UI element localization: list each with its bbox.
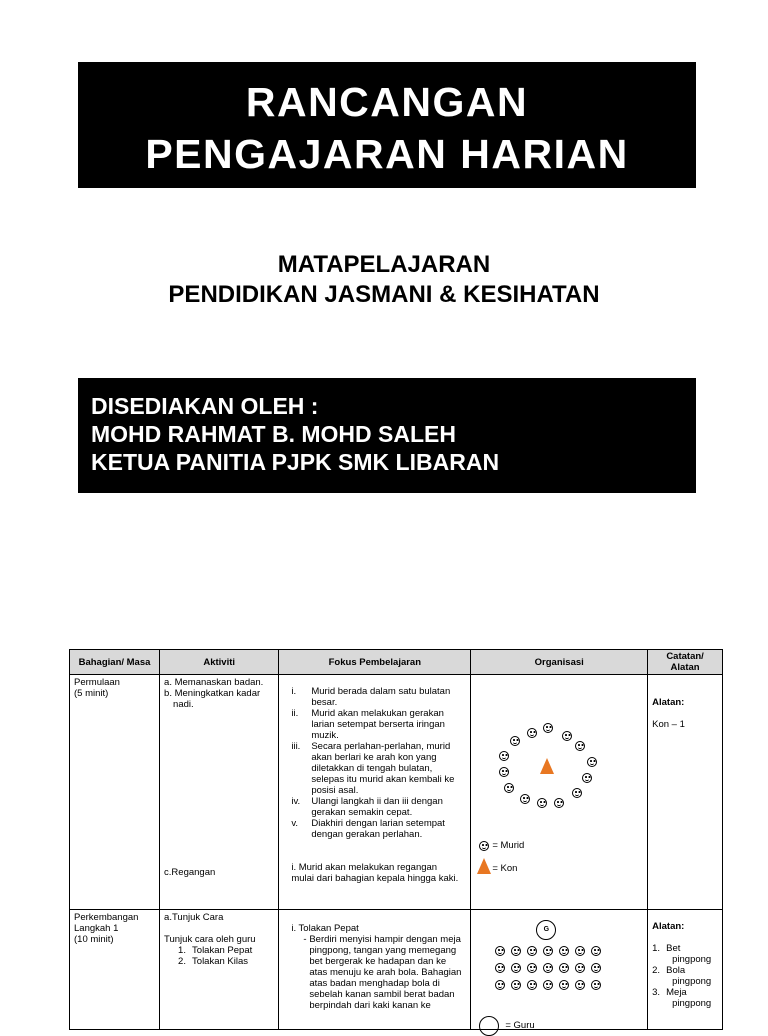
focus-stretch: i. Murid akan melakukan regangan mulai dari bahagian kepala hingga kaki. bbox=[291, 862, 459, 884]
title-line-1: RANCANGAN bbox=[245, 79, 529, 125]
student-icon bbox=[495, 980, 505, 990]
student-icon bbox=[527, 946, 537, 956]
student-icon bbox=[559, 963, 569, 973]
list-item: iv. Ulangi langkah ii dan iii dengan gerakan semakin cepat. bbox=[291, 796, 443, 818]
student-icon bbox=[527, 728, 537, 738]
section-step: Langkah 1 bbox=[74, 923, 119, 934]
list-item: 2. Tolakan Kilas bbox=[178, 956, 249, 967]
student-icon bbox=[559, 946, 569, 956]
student-icon bbox=[575, 980, 585, 990]
student-icon bbox=[499, 767, 509, 777]
focus-title: i. Tolakan Pepat bbox=[291, 923, 359, 934]
student-icon bbox=[543, 980, 553, 990]
author-banner bbox=[78, 378, 696, 493]
activity-item: a.Tunjuk Cara bbox=[164, 912, 224, 923]
student-icon bbox=[527, 980, 537, 990]
list-item: i. Murid berada dalam satu bulatan besar. bbox=[291, 686, 451, 708]
author-name: MOHD RAHMAT B. MOHD SALEH bbox=[91, 421, 456, 447]
student-icon bbox=[562, 731, 572, 741]
student-icon bbox=[511, 980, 521, 990]
activity-list bbox=[164, 945, 274, 967]
equipment-list bbox=[652, 943, 718, 1009]
student-icon bbox=[479, 841, 489, 851]
focus-detail-item bbox=[283, 934, 466, 1011]
student-icon bbox=[575, 741, 585, 751]
activity-item: b. Meningkatkan kadar bbox=[164, 688, 261, 699]
student-icon bbox=[591, 963, 601, 973]
activity-cell bbox=[160, 910, 279, 1030]
focus-detail: Berdiri menyisi hampir dengan meja pingpong, tangan yang memegang bet bergerak ke hadapan dan ke atas menuju ke arah bola. Bahagian atas badan menghadap bola di sebelah kanan sambil berat badan berpindah dari kaki kanan ke bbox=[309, 934, 462, 1011]
author-position: KETUA PANITIA PJPK SMK LIBARAN bbox=[91, 449, 500, 475]
section-name: Perkembangan bbox=[74, 912, 139, 923]
cone-icon bbox=[540, 758, 554, 774]
student-icon bbox=[520, 794, 530, 804]
subject-label: MATAPELAJARAN bbox=[277, 251, 491, 278]
legend-teacher: = Guru bbox=[505, 1020, 535, 1031]
teacher-legend-icon bbox=[479, 1016, 499, 1036]
subject-block bbox=[0, 250, 768, 310]
activity-cell bbox=[160, 675, 279, 910]
list-item: iii. Secara perlahan-perlahan, murid akan berlari ke arah kon yang diletakkan di tengah bulatan, selepas itu murid akan kembali ke posisi asal. bbox=[291, 741, 455, 796]
student-icon bbox=[543, 946, 553, 956]
legend-student: = Murid bbox=[492, 840, 525, 851]
list-item: ii. Murid akan melakukan gerakan larian setempat berserta iringan muzik. bbox=[291, 708, 445, 741]
lesson-plan-table bbox=[69, 649, 723, 1030]
student-icon bbox=[591, 946, 601, 956]
title-line-2: PENGAJARAN HARIAN bbox=[145, 131, 629, 177]
student-icon bbox=[554, 798, 564, 808]
focus-list bbox=[283, 686, 466, 840]
student-icon bbox=[511, 963, 521, 973]
list-item: 1. Bet pingpong bbox=[652, 943, 712, 965]
student-icon bbox=[572, 788, 582, 798]
student-icon bbox=[499, 751, 509, 761]
subject-name: PENDIDIKAN JASMANI & KESIHATAN bbox=[168, 281, 600, 308]
dash-bullet: - bbox=[303, 934, 307, 945]
student-icon bbox=[543, 723, 553, 733]
list-item: v. Diakhiri dengan larian setempat dengan gerakan perlahan. bbox=[291, 818, 445, 840]
student-icon bbox=[587, 757, 597, 767]
table-row bbox=[70, 675, 723, 910]
teacher-icon: G bbox=[536, 920, 556, 940]
organisation-cell bbox=[471, 910, 648, 1030]
author-label: DISEDIAKAN OLEH : bbox=[91, 393, 319, 419]
section-time: (5 minit) bbox=[74, 688, 109, 699]
section-cell bbox=[70, 675, 160, 910]
student-icon bbox=[495, 946, 505, 956]
header-focus: Fokus Pembelajaran bbox=[279, 650, 471, 675]
row-formation-diagram bbox=[475, 912, 643, 1031]
section-name: Permulaan bbox=[74, 677, 120, 688]
activity-item: c.Regangan bbox=[164, 867, 216, 878]
activity-item: Tunjuk cara oleh guru bbox=[164, 934, 256, 945]
header-section: Bahagian/ Masa bbox=[70, 650, 160, 675]
student-icon bbox=[537, 798, 547, 808]
title-banner bbox=[78, 62, 696, 188]
focus-cell bbox=[279, 675, 471, 910]
list-item: 2. Bola pingpong bbox=[652, 965, 712, 987]
notes-cell bbox=[648, 910, 723, 1030]
notes-cell bbox=[648, 675, 723, 910]
student-icon bbox=[511, 946, 521, 956]
student-icon bbox=[510, 736, 520, 746]
legend-cone: = Kon bbox=[492, 863, 518, 874]
focus-cell bbox=[279, 910, 471, 1030]
equipment-item: Kon – 1 bbox=[652, 719, 685, 730]
section-cell bbox=[70, 910, 160, 1030]
header-notes: Catatan/ Alatan bbox=[648, 650, 723, 675]
student-icon bbox=[504, 783, 514, 793]
list-item: 3. Meja pingpong bbox=[652, 987, 712, 1009]
student-icon bbox=[591, 980, 601, 990]
student-icon bbox=[582, 773, 592, 783]
header-activity: Aktiviti bbox=[160, 650, 279, 675]
header-organisation: Organisasi bbox=[471, 650, 648, 675]
student-icon bbox=[495, 963, 505, 973]
table-row bbox=[70, 910, 723, 1030]
table-header-row bbox=[70, 650, 723, 675]
list-item: 1. Tolakan Pepat bbox=[178, 945, 253, 956]
equipment-label: Alatan: bbox=[652, 697, 685, 708]
circle-formation-diagram bbox=[475, 677, 643, 905]
student-icon bbox=[559, 980, 569, 990]
student-icon bbox=[543, 963, 553, 973]
section-time: (10 minit) bbox=[74, 934, 114, 945]
student-icon bbox=[575, 946, 585, 956]
cone-icon bbox=[477, 858, 491, 874]
equipment-label: Alatan: bbox=[652, 921, 685, 932]
activity-item: nadi. bbox=[173, 699, 194, 710]
activity-item: a. Memanaskan badan. bbox=[164, 677, 264, 688]
student-icon bbox=[527, 963, 537, 973]
student-icon bbox=[575, 963, 585, 973]
organisation-cell bbox=[471, 675, 648, 910]
